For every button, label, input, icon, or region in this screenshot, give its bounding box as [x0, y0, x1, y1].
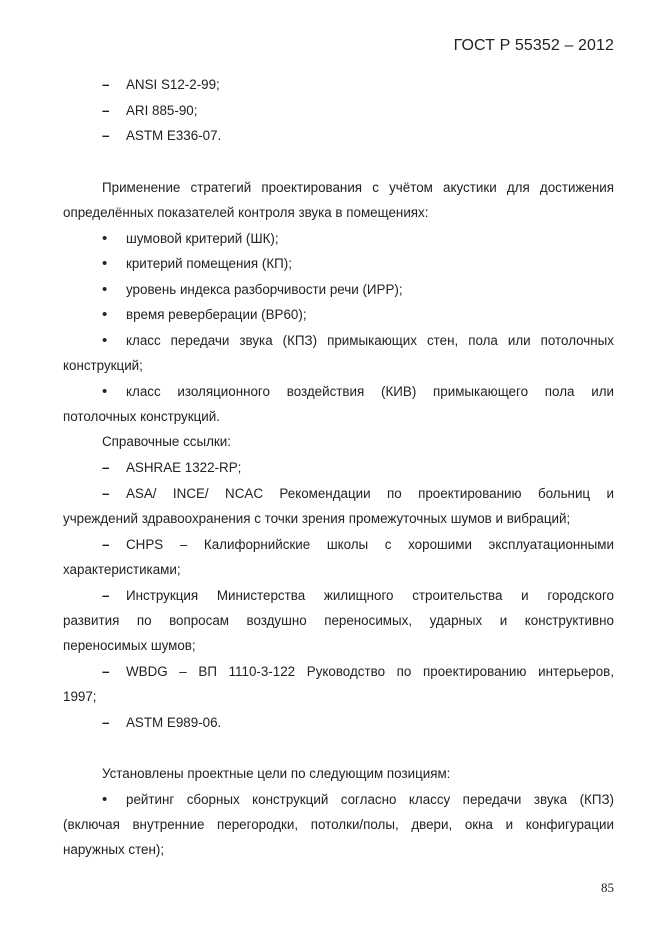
bullet-item: • класс передачи звука (КПЗ) примыкающих стен, пола или потолочных: [102, 332, 614, 349]
bullet-marker: •: [102, 332, 108, 349]
dash-marker: –: [102, 103, 110, 118]
bullet-marker: •: [102, 281, 108, 298]
refs-heading: Справочные ссылки:: [102, 434, 231, 449]
list-continuation: 1997;: [63, 689, 97, 704]
standard-header: ГОСТ Р 55352 – 2012: [453, 37, 614, 54]
bullet-continuation: наружных стен);: [63, 842, 165, 857]
bullet-item: • класс изоляционного воздействия (КИВ) примыкающего пола или: [102, 383, 614, 400]
bullet-marker: •: [102, 383, 108, 400]
list-item: – ARI 885-90;: [102, 103, 198, 118]
list-item: – CHPS – Калифорнийские школы с хорошими эксплуатационными: [102, 537, 614, 552]
dash-marker: –: [102, 588, 110, 603]
dash-marker: –: [102, 486, 110, 501]
list-item: – ANSI S12-2-99;: [102, 77, 220, 92]
paragraph-line: определённых показателей контроля звука в помещениях:: [63, 205, 429, 220]
goals-intro: Установлены проектные цели по следующим позициям:: [102, 766, 451, 781]
bullet-continuation: конструкций;: [63, 358, 143, 373]
list-item: – ASHRAE 1322-RP;: [102, 460, 242, 475]
bullet-continuation: потолочных конструкций.: [63, 409, 220, 424]
dash-marker: –: [102, 715, 110, 730]
dash-marker: –: [102, 460, 110, 475]
paragraph-line: Применение стратегий проектирования с учётом акустики для достижения: [102, 180, 614, 195]
dash-marker: –: [102, 537, 110, 552]
bullet-item: • рейтинг сборных конструкций согласно классу передачи звука (КПЗ): [102, 791, 614, 808]
dash-marker: –: [102, 128, 110, 143]
list-continuation: развития по вопросам воздушно переносимых, ударных и конструктивно: [63, 613, 614, 628]
bullet-marker: •: [102, 306, 108, 323]
bullet-item: • шумовой критерий (ШК);: [102, 230, 279, 247]
bullet-item: • время реверберации (ВР60);: [102, 306, 307, 323]
bullet-continuation: (включая внутренние перегородки, потолки/полы, двери, окна и конфигурации: [63, 817, 614, 832]
bullet-marker: •: [102, 255, 108, 272]
bullet-item: • уровень индекса разборчивости речи (ИРР);: [102, 281, 403, 298]
list-item: – WBDG – ВП 1110-3-122 Руководство по проектированию интерьеров,: [102, 664, 614, 679]
list-item: – ASA/ INCE/ NCAC Рекомендации по проектированию больниц и: [102, 486, 614, 501]
list-item: – Инструкция Министерства жилищного строительства и городского: [102, 588, 614, 603]
page-number: 85: [601, 880, 614, 895]
list-continuation: характеристиками;: [63, 562, 181, 577]
dash-marker: –: [102, 664, 110, 679]
list-continuation: переносимых шумов;: [63, 638, 196, 653]
list-item: – ASTM E989-06.: [102, 715, 222, 730]
list-continuation: учреждений здравоохранения с точки зрения промежуточных шумов и вибраций;: [63, 511, 571, 526]
list-item: – ASTM E336-07.: [102, 128, 222, 143]
dash-marker: –: [102, 77, 110, 92]
bullet-marker: •: [102, 791, 108, 808]
bullet-item: • критерий помещения (КП);: [102, 255, 292, 272]
bullet-marker: •: [102, 230, 108, 247]
